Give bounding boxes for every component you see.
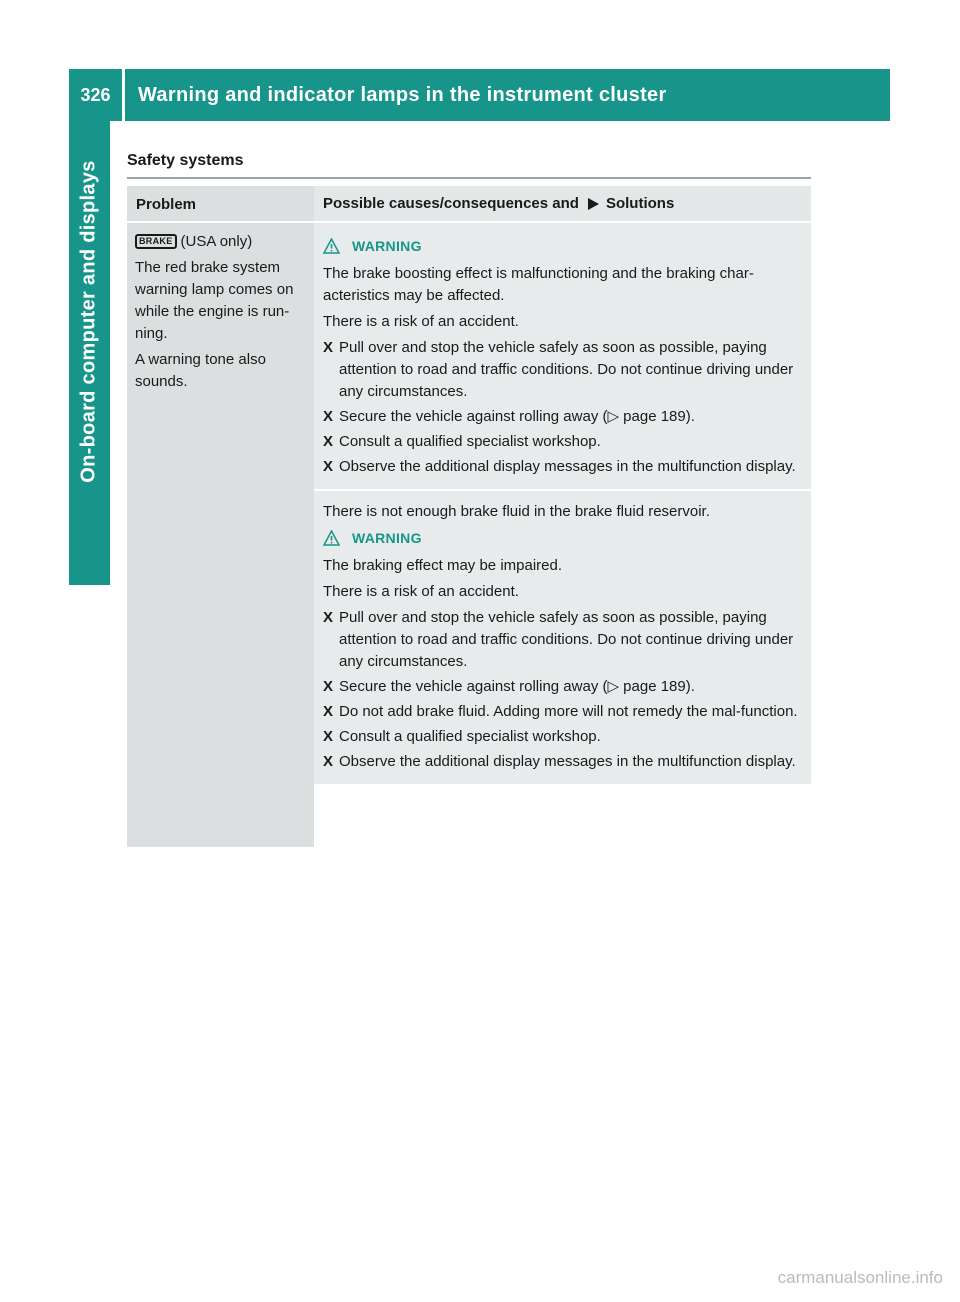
- paragraph: There is a risk of an accident.: [323, 583, 519, 600]
- step-marker-icon: X: [323, 753, 334, 770]
- brake-warning-icon: BRAKE: [135, 234, 177, 249]
- step-item: [323, 456, 802, 478]
- side-tab-label: On-board computer and displays: [78, 159, 101, 483]
- step-marker-icon: X: [323, 728, 334, 745]
- step-item: [323, 701, 802, 723]
- problem-region: (USA only): [180, 233, 253, 250]
- solution-cell-2: [314, 491, 811, 784]
- step-text: Consult a qualified specialist workshop.: [339, 728, 601, 745]
- chapter-title: Warning and indicator lamps in the instrument cluster: [138, 83, 667, 106]
- section-title: Safety systems: [127, 152, 244, 169]
- warning-heading: [323, 235, 802, 257]
- warning-label: WARNING: [352, 530, 422, 546]
- step-text: Pull over and stop the vehicle safely as soon as possible, paying attention to road and traffic conditions. Do not continue driving under any circumstances.: [339, 609, 794, 670]
- step-marker-icon: X: [323, 703, 334, 720]
- step-item: [323, 431, 802, 453]
- step-item: [323, 607, 802, 673]
- step-text: Pull over and stop the vehicle safely as soon as possible, paying attention to road and traffic conditions. Do not continue driving under any circumstances.: [339, 339, 794, 400]
- warning-triangle-icon: [323, 238, 340, 254]
- step-item: [323, 751, 802, 773]
- warning-triangle-icon: [323, 530, 340, 546]
- step-marker-icon: X: [323, 433, 334, 450]
- warning-heading: [323, 527, 802, 549]
- arrow-right-icon: [585, 197, 601, 211]
- header-solutions: [314, 186, 811, 221]
- step-marker-icon: X: [323, 678, 334, 695]
- step-item: [323, 337, 802, 403]
- step-text: Secure the vehicle against rolling away (▷ page 189).: [339, 678, 695, 695]
- step-marker-icon: X: [323, 408, 334, 425]
- page-header: [69, 69, 890, 121]
- info-table: [127, 186, 811, 847]
- problem-tone: A warning tone also sounds.: [135, 351, 266, 390]
- paragraph: The brake boosting effect is malfunctioning and the braking char-acteristics may be affected.: [323, 265, 754, 304]
- header-problem: Problem: [127, 186, 314, 221]
- header-solutions-post: Solutions: [605, 195, 675, 212]
- step-text: Secure the vehicle against rolling away (▷ page 189).: [339, 408, 695, 425]
- step-item: [323, 726, 802, 748]
- watermark: carmanualsonline.info: [777, 1268, 943, 1287]
- problem-cell: [127, 223, 314, 847]
- page-number: 326: [69, 69, 125, 121]
- paragraph: There is not enough brake fluid in the brake fluid reservoir.: [323, 503, 710, 520]
- section-divider: [127, 177, 811, 179]
- paragraph: There is a risk of an accident.: [323, 313, 519, 330]
- step-text: Observe the additional display messages in the multifunction display.: [339, 458, 796, 475]
- paragraph: The braking effect may be impaired.: [323, 557, 563, 574]
- table-header: [127, 186, 811, 221]
- side-tab-label-wrap: [69, 121, 110, 521]
- step-item: [323, 406, 802, 428]
- step-text: Observe the additional display messages in the multifunction display.: [339, 753, 796, 770]
- step-text: Consult a qualified specialist workshop.: [339, 433, 601, 450]
- step-text: Do not add brake fluid. Adding more will not remedy the mal-function.: [339, 703, 798, 720]
- step-item: [323, 676, 802, 698]
- step-marker-icon: X: [323, 609, 334, 626]
- problem-description: The red brake system warning lamp comes on while the engine is run-ning.: [135, 259, 294, 342]
- step-marker-icon: X: [323, 458, 334, 475]
- step-marker-icon: X: [323, 339, 334, 356]
- warning-label: WARNING: [352, 238, 422, 254]
- solution-cell-1: [314, 223, 811, 489]
- header-solutions-pre: Possible causes/consequences and: [323, 195, 579, 212]
